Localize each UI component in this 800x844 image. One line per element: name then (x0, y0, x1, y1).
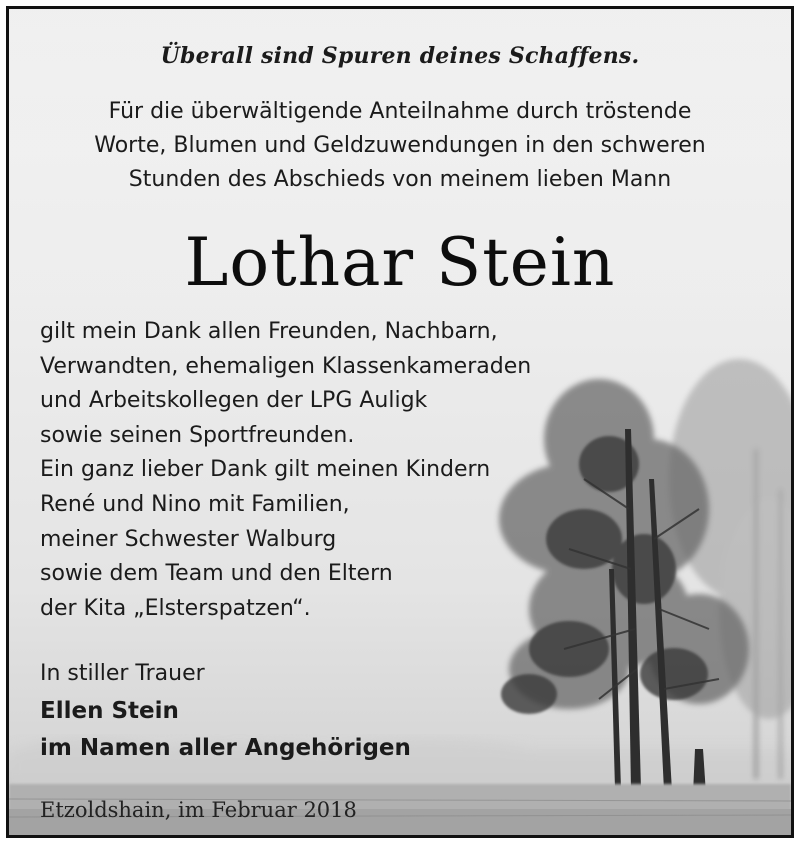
intro-line: Stunden des Abschieds von meinem lieben Mann (128, 167, 672, 192)
intro-line: Für die überwältigende Anteilnahme durch tröstende (108, 99, 692, 124)
thanks-line: und Arbeitskollegen der LPG Auligk (40, 388, 428, 414)
thanks-line: René und Nino mit Familien, (40, 491, 350, 517)
motto: Überall sind Spuren deines Schaffens. (160, 43, 640, 69)
deceased-name: Lothar Stein (184, 224, 616, 301)
background-tree-right (669, 359, 791, 779)
signatory-addition: im Namen aller Angehörigen (40, 735, 411, 761)
thanks-line: Ein ganz lieber Dank gilt meinen Kindern (40, 457, 491, 483)
mourning-phrase: In stiller Trauer (40, 661, 205, 686)
intro-line: Worte, Blumen und Geldzuwendungen in den schweren (94, 133, 706, 158)
intro-text (9, 95, 791, 197)
signature-block (40, 693, 411, 767)
thanks-line: meiner Schwester Walburg (40, 526, 337, 552)
thanks-line: Verwandten, ehemaligen Klassenkameraden (40, 353, 532, 379)
thanks-text (40, 315, 531, 626)
obituary-card (6, 6, 794, 838)
place-and-date: Etzoldshain, im Februar 2018 (40, 798, 357, 822)
thanks-line: gilt mein Dank allen Freunden, Nachbarn, (40, 319, 498, 344)
thanks-line: sowie seinen Sportfreunden. (40, 422, 355, 448)
thanks-line: sowie dem Team und den Eltern (40, 561, 393, 587)
thanks-line: der Kita „Elsterspatzen“. (40, 595, 311, 621)
signatory-name: Ellen Stein (40, 698, 179, 724)
